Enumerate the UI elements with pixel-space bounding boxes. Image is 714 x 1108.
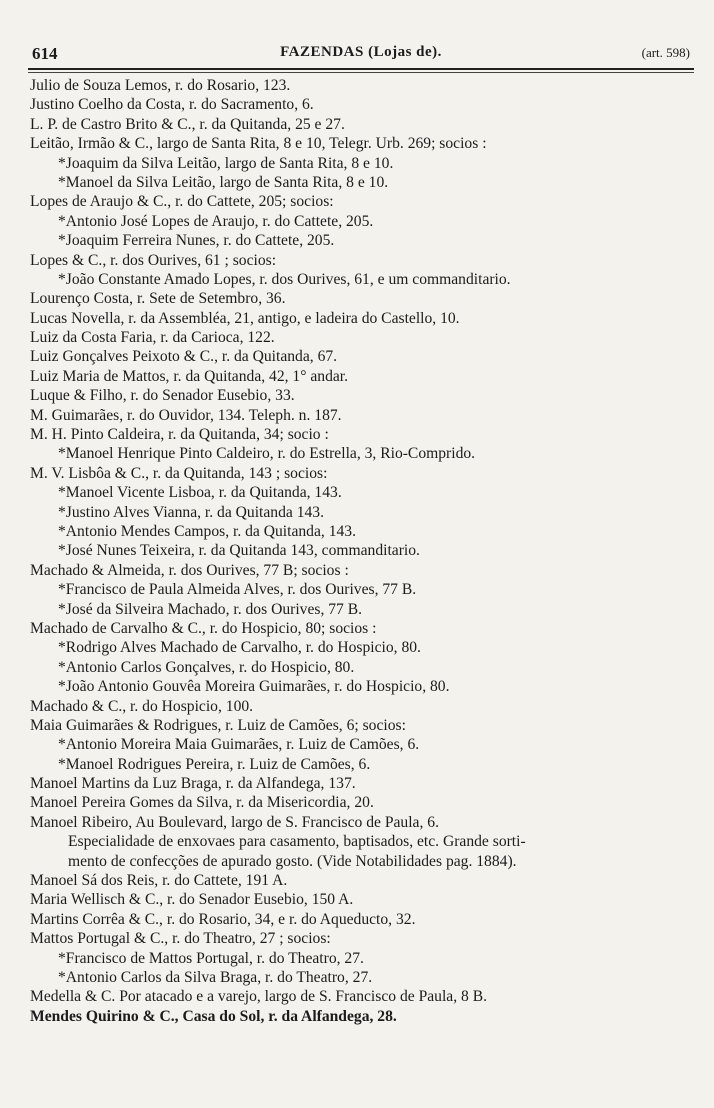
list-item: Lourenço Costa, r. Sete de Setembro, 36.: [30, 290, 286, 308]
list-item: mento de confecções de apurado gosto. (Vide Notabilidades pag. 1884).: [68, 852, 517, 870]
list-item: Maia Guimarães & Rodrigues, r. Luiz de Camões, 6; socios:: [30, 716, 406, 734]
list-item: Mattos Portugal & C., r. do Theatro, 27 ; socios:: [30, 930, 331, 948]
list-item: Leitão, Irmão & C., largo de Santa Rita, 8 e 10, Telegr. Urb. 269; socios :: [30, 135, 487, 153]
list-item: *Antonio Moreira Maia Guimarães, r. Luiz de Camões, 6.: [58, 736, 420, 754]
list-item: *José Nunes Teixeira, r. da Quitanda 143, commanditario.: [58, 542, 420, 560]
page-title: FAZENDAS (Lojas de).: [280, 44, 442, 60]
list-item: *Justino Alves Vianna, r. da Quitanda 143.: [58, 503, 325, 521]
list-item: *Francisco de Paula Almeida Alves, r. dos Ourives, 77 B.: [58, 581, 417, 599]
page-number: 614: [32, 44, 58, 63]
list-item: Luiz da Costa Faria, r. da Carioca, 122.: [30, 329, 275, 347]
list-item: *Manoel Rodrigues Pereira, r. Luiz de Camões, 6.: [58, 755, 371, 773]
list-item: *Antonio Mendes Campos, r. da Quitanda, 143.: [58, 522, 356, 540]
list-item: Manoel Pereira Gomes da Silva, r. da Misericordia, 20.: [30, 794, 374, 812]
list-item: *José da Silveira Machado, r. dos Ourives, 77 B.: [58, 600, 363, 618]
page-header: [28, 44, 694, 66]
list-item: L. P. de Castro Brito & C., r. da Quitanda, 25 e 27.: [30, 115, 345, 133]
list-item: Machado & Almeida, r. dos Ourives, 77 B; socios :: [30, 561, 349, 579]
header-rule: [28, 68, 694, 70]
list-item: Justino Coelho da Costa, r. do Sacramento, 6.: [30, 96, 314, 114]
list-item: *Francisco de Mattos Portugal, r. do Theatro, 27.: [58, 949, 364, 967]
list-item: Manoel Martins da Luz Braga, r. da Alfandega, 137.: [30, 775, 356, 793]
list-item: Lopes de Araujo & C., r. do Cattete, 205; socios:: [30, 193, 334, 211]
list-item: *Manoel Henrique Pinto Caldeiro, r. do Estrella, 3, Rio-Comprido.: [58, 445, 476, 463]
list-item: Julio de Souza Lemos, r. do Rosario, 123.: [30, 77, 291, 94]
list-item: *Rodrigo Alves Machado de Carvalho, r. do Hospicio, 80.: [58, 639, 421, 657]
article-reference: (art. 598): [641, 45, 690, 60]
list-item: *João Antonio Gouvêa Moreira Guimarães, r. do Hospicio, 80.: [58, 678, 450, 696]
list-item: Lucas Novella, r. da Assembléa, 21, antigo, e ladeira do Castello, 10.: [30, 309, 460, 327]
list-item: *Joaquim da Silva Leitão, largo de Santa Rita, 8 e 10.: [58, 154, 394, 172]
list-item: Medella & C. Por atacado e a varejo, largo de S. Francisco de Paula, 8 B.: [30, 988, 488, 1006]
list-item: Machado de Carvalho & C., r. do Hospicio, 80; socios :: [30, 619, 377, 637]
list-item: Lopes & C., r. dos Ourives, 61 ; socios:: [30, 251, 277, 269]
list-item: *Joaquim Ferreira Nunes, r. do Cattete, 205.: [58, 232, 335, 250]
header-rule-thin: [28, 72, 694, 73]
list-item: *Manoel da Silva Leitão, largo de Santa Rita, 8 e 10.: [58, 173, 389, 191]
entry-list: [28, 76, 694, 1026]
list-item: *João Constante Amado Lopes, r. dos Ourives, 61, e um commanditario.: [58, 270, 511, 288]
list-item: Maria Wellisch & C., r. do Senador Eusebio, 150 A.: [30, 891, 354, 909]
list-item: M. H. Pinto Caldeira, r. da Quitanda, 34; socio :: [30, 426, 329, 444]
list-item: M. V. Lisbôa & C., r. da Quitanda, 143 ; socios:: [30, 464, 328, 482]
list-item: M. Guimarães, r. do Ouvidor, 134. Teleph. n. 187.: [30, 406, 342, 424]
list-item: Manoel Ribeiro, Au Boulevard, largo de S. Francisco de Paula, 6.: [30, 813, 439, 831]
list-item: Manoel Sá dos Reis, r. do Cattete, 191 A.: [30, 872, 288, 890]
list-item: Luiz Gonçalves Peixoto & C., r. da Quitanda, 67.: [30, 348, 338, 366]
list-item: *Antonio José Lopes de Araujo, r. do Cattete, 205.: [58, 212, 374, 230]
list-item: Machado & C., r. do Hospicio, 100.: [30, 697, 254, 715]
list-item: Especialidade de enxovaes para casamento, baptisados, etc. Grande sorti-: [68, 833, 526, 851]
list-item: Luque & Filho, r. do Senador Eusebio, 33.: [30, 387, 295, 405]
list-item: *Antonio Carlos Gonçalves, r. do Hospicio, 80.: [58, 658, 355, 676]
list-item: *Manoel Vicente Lisboa, r. da Quitanda, 143.: [58, 484, 342, 502]
list-item: Martins Corrêa & C., r. do Rosario, 34, e r. do Aqueducto, 32.: [30, 910, 416, 928]
list-item: *Antonio Carlos da Silva Braga, r. do Theatro, 27.: [58, 968, 373, 986]
list-item: Mendes Quirino & C., Casa do Sol, r. da Alfandega, 28.: [30, 1007, 397, 1025]
list-item: Luiz Maria de Mattos, r. da Quitanda, 42, 1° andar.: [30, 367, 349, 385]
